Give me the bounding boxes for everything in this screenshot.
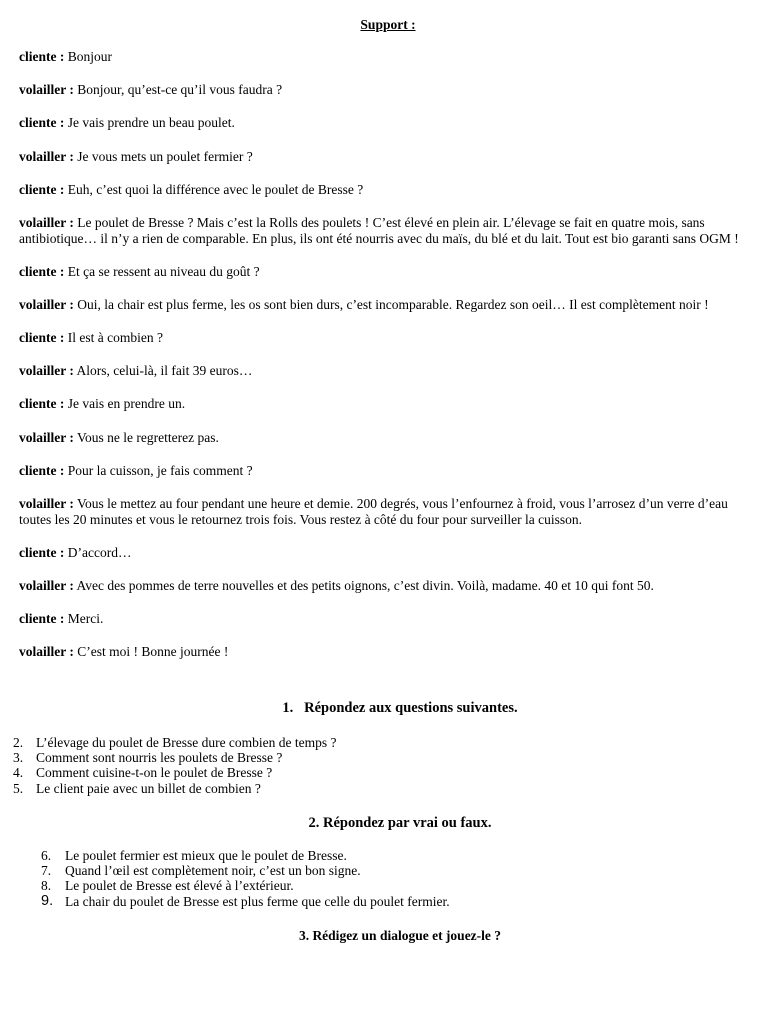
speaker-label: cliente : [19, 181, 65, 197]
item-number: 4. [13, 765, 24, 781]
item-number: 5. [13, 780, 24, 796]
dialogue-turn [19, 49, 751, 65]
section-2-heading: 2. Répondez par vrai ou faux. [308, 815, 492, 831]
dialogue-turn [19, 363, 751, 379]
dialogue-text: Bonjour, qu’est-ce qu’il vous faudra ? [77, 82, 283, 98]
item-text: Le poulet de Bresse est élevé à l’extérieur. [65, 878, 294, 894]
dialogue-text: Vous ne le regretterez pas. [77, 429, 219, 445]
list-item [41, 878, 450, 893]
dialogue-turn [19, 297, 751, 313]
dialogue-turn [19, 578, 751, 594]
dialogue-turn [19, 149, 751, 165]
speaker-label: volailler : [19, 214, 74, 230]
item-number: 9. [41, 892, 54, 909]
dialogue-turn [19, 215, 751, 246]
list-item [13, 781, 337, 796]
speaker-label: cliente : [19, 330, 65, 346]
dialogue-text: Euh, c’est quoi la différence avec le poulet de Bresse ? [67, 181, 364, 197]
dialogue-turn [19, 545, 751, 561]
statement-list [41, 848, 450, 909]
speaker-label: cliente : [19, 544, 65, 560]
dialogue-text: Le poulet de Bresse ? Mais c’est la Rolls des poulets ! C’est élevé en plein air. L’élevage se fait en quatre mois, sans antibiotique… il n’y a rien de comparable. En plus, ils ont été nourris avec du maïs, du blé et du lait. Tout est bio garanti sans OGM ! [19, 214, 739, 246]
dialogue-text: Bonjour [67, 49, 112, 64]
speaker-label: volailler : [19, 82, 74, 98]
dialogue [19, 49, 751, 678]
item-text: Le poulet fermier est mieux que le poulet de Bresse. [65, 848, 347, 863]
item-number: 8. [41, 878, 52, 894]
dialogue-text: Je vais prendre un beau poulet. [67, 115, 235, 131]
dialogue-turn [19, 496, 751, 527]
dialogue-turn [19, 463, 751, 479]
dialogue-text: C’est moi ! Bonne journée ! [77, 644, 229, 660]
dialogue-text: Avec des pommes de terre nouvelles et des petits oignons, c’est divin. Voilà, madame. 40 et 10 qui font 50. [76, 578, 654, 593]
list-item [41, 848, 450, 863]
item-number: 7. [41, 863, 52, 879]
item-text: Comment cuisine-t-on le poulet de Bresse ? [36, 765, 273, 781]
list-item [13, 765, 337, 780]
list-item [13, 750, 337, 765]
support-title: Support : [360, 17, 416, 32]
dialogue-turn [19, 82, 751, 98]
dialogue-text: Oui, la chair est plus ferme, les os sont bien durs, c’est incomparable. Regardez son oeil… Il est complètement noir ! [77, 296, 709, 312]
item-text: La chair du poulet de Bresse est plus ferme que celle du poulet fermier. [65, 893, 450, 909]
section-3-heading: 3. Rédigez un dialogue et jouez-le ? [298, 928, 502, 943]
item-text: L’élevage du poulet de Bresse dure combien de temps ? [36, 735, 337, 750]
dialogue-text: Je vais en prendre un. [67, 396, 186, 412]
dialogue-text: Il est à combien ? [67, 330, 163, 346]
speaker-label: cliente : [19, 115, 65, 131]
item-number: 2. [13, 735, 24, 750]
dialogue-turn [19, 115, 751, 131]
item-text: Le client paie avec un billet de combien ? [36, 780, 261, 796]
speaker-label: volailler : [19, 148, 74, 164]
speaker-label: volailler : [19, 496, 74, 512]
dialogue-text: D’accord… [67, 544, 132, 560]
dialogue-text: Alors, celui-là, il fait 39 euros… [76, 363, 253, 379]
list-item [41, 894, 450, 909]
speaker-label: cliente : [19, 611, 65, 627]
speaker-label: volailler : [19, 644, 74, 660]
speaker-label: volailler : [19, 429, 74, 445]
item-number: 3. [13, 750, 24, 766]
dialogue-turn [19, 611, 751, 627]
dialogue-turn [19, 182, 751, 198]
speaker-label: cliente : [19, 263, 65, 279]
speaker-label: cliente : [19, 396, 65, 412]
speaker-label: volailler : [19, 363, 74, 379]
dialogue-turn [19, 264, 751, 280]
dialogue-text: Pour la cuisson, je fais comment ? [67, 462, 253, 478]
question-list [13, 735, 337, 796]
dialogue-turn [19, 330, 751, 346]
speaker-label: cliente : [19, 49, 65, 64]
dialogue-text: Vous le mettez au four pendant une heure et demie. 200 degrés, vous l’enfournez à froid, vous l’arrosez d’un verre d’eau toutes les 20 minutes et vous le retournez trois fois. Vous restez à côté du four pour surveiller la cuisson. [19, 496, 728, 527]
item-number: 6. [41, 848, 52, 863]
list-item [13, 735, 337, 750]
speaker-label: cliente : [19, 462, 65, 478]
speaker-label: volailler : [19, 578, 74, 593]
dialogue-text: Et ça se ressent au niveau du goût ? [67, 263, 260, 279]
list-item [41, 863, 450, 878]
item-text: Quand l’œil est complètement noir, c’est un bon signe. [65, 863, 361, 879]
dialogue-turn [19, 644, 751, 660]
dialogue-text: Je vous mets un poulet fermier ? [77, 148, 253, 164]
dialogue-turn [19, 430, 751, 446]
speaker-label: volailler : [19, 296, 74, 312]
dialogue-text: Merci. [67, 611, 104, 627]
dialogue-turn [19, 396, 751, 412]
section-1-heading: 1. Répondez aux questions suivantes. [282, 700, 518, 716]
item-text: Comment sont nourris les poulets de Bresse ? [36, 750, 283, 766]
